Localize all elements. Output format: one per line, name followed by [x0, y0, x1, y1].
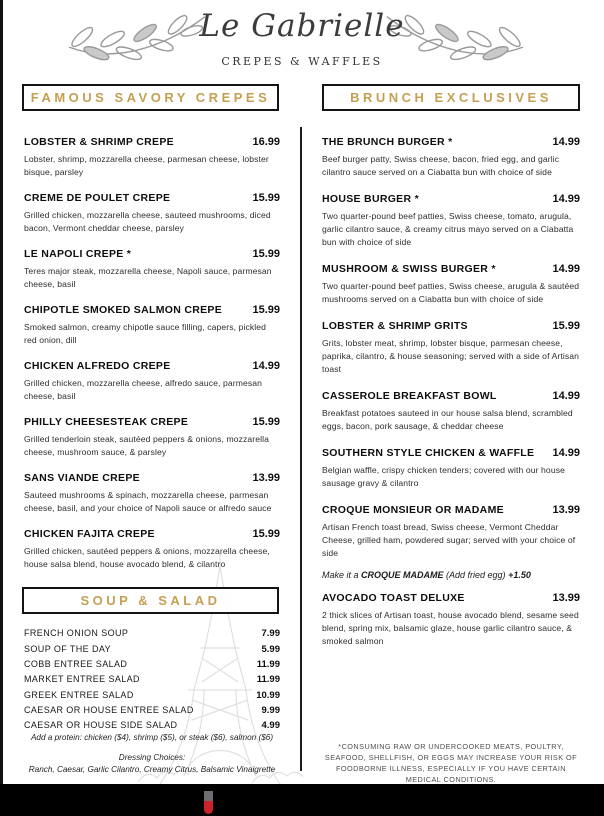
item-description: Breakfast potatoes sauteed in our house salsa blend, scrambled eggs, bacon, pork sausage, & cheddar cheese [322, 408, 573, 431]
menu-item [24, 248, 280, 291]
item-name: CHIPOTLE SMOKED SALMON CREPE [24, 304, 222, 316]
menu-item [24, 472, 280, 515]
item-name: CROQUE MONSIEUR OR MADAME [322, 504, 504, 516]
item-price: 14.99 [552, 193, 580, 205]
item-description: Beef burger patty, Swiss cheese, bacon, fried egg, and garlic cilantro sauce served on a Ciabatta bun with choice of side [322, 154, 560, 177]
item-name: SOUP OF THE DAY [24, 643, 112, 654]
item-name: CREME DE POULET CREPE [24, 192, 171, 204]
section-header-famous-savory-crepes: FAMOUS SAVORY CREPES [22, 84, 279, 111]
note-prefix: Make it a [322, 570, 362, 580]
list-item [24, 703, 280, 718]
consumption-disclaimer: *CONSUMING RAW OR UNDERCOOKED MEATS, POULTRY, SEAFOOD, SHELLFISH, OR EGGS MAY INCREASE YOUR RISK OF FOODBORNE ILLNESS, ESPECIALLY IF YOU HAVE CERTAIN MEDICAL CONDITIONS. [324, 742, 578, 784]
item-price: 15.99 [552, 320, 580, 332]
item-description: Two quarter-pound beef patties, Swiss cheese, tomato, arugula, garlic cilantro sauce, & creamy citrus mayo served on a Ciabatta bun with choice of side [322, 211, 574, 247]
item-name: CASSEROLE BREAKFAST BOWL [322, 390, 497, 402]
item-description: Grits, lobster meat, shrimp, lobster bisque, parmesan cheese, paprika, cilantro, & house seasoning; served with a side of Artisan toast [322, 338, 580, 374]
item-name: PHILLY CHEESESTEAK CREPE [24, 416, 189, 428]
item-price: 15.99 [252, 304, 280, 316]
item-price: 14.99 [552, 263, 580, 275]
menu-item [322, 504, 580, 560]
menu-item [24, 416, 280, 459]
item-price: 13.99 [552, 504, 580, 516]
pin-bottom-shape [204, 801, 213, 814]
item-name: COBB ENTREE SALAD [24, 658, 128, 669]
item-price: 14.99 [552, 390, 580, 402]
list-item [24, 672, 280, 687]
list-item [24, 641, 280, 656]
menu-item [322, 193, 580, 249]
item-description: Teres major steak, mozzarella cheese, Napoli sauce, parmesan cheese, basil [24, 266, 272, 289]
item-name: LOBSTER & SHRIMP CREPE [24, 136, 174, 148]
dressing-choices-list: Ranch, Caesar, Garlic Cilantro, Creamy Citrus, Balsamic Vinaigrette [28, 765, 276, 774]
item-price: 11.99 [256, 674, 280, 686]
item-name: SOUTHERN STYLE CHICKEN & WAFFLE [322, 447, 535, 459]
item-price: 9.99 [261, 705, 280, 717]
item-name: AVOCADO TOAST DELUXE [322, 592, 465, 604]
item-price: 15.99 [252, 248, 280, 260]
item-name: GREEK ENTREE SALAD [24, 689, 134, 700]
item-name: CHICKEN FAJITA CREPE [24, 528, 155, 540]
brand-logo: Le Gabrielle [199, 8, 405, 44]
item-price: 11.99 [256, 658, 280, 670]
menu-item [322, 390, 580, 433]
item-name: HOUSE BURGER * [322, 193, 419, 205]
note-middle: (Add fried egg) [443, 570, 509, 580]
bottom-bar [0, 784, 604, 816]
item-price: 15.99 [252, 192, 280, 204]
item-description: 2 thick slices of Artisan toast, house avocado blend, sesame seed blend, spring mix, balsamic glaze, house garlic cilantro sauce, & smoked salmon [322, 610, 579, 646]
menu-item [24, 192, 280, 235]
item-description: Sauteed mushrooms & spinach, mozzarella cheese, parmesan cheese, basil, and your choice of Napoli sauce or alfredo sauce [24, 490, 272, 513]
item-name: MARKET ENTREE SALAD [24, 674, 140, 685]
list-item [24, 718, 280, 733]
item-price: 15.99 [252, 416, 280, 428]
list-item [24, 626, 280, 641]
item-price: 4.99 [261, 720, 280, 732]
item-price: 14.99 [252, 360, 280, 372]
menu-item [322, 447, 580, 490]
list-item [24, 657, 280, 672]
item-name: SANS VIANDE CREPE [24, 472, 140, 484]
list-item [24, 688, 280, 703]
pin-top-shape [204, 791, 213, 801]
item-name: MUSHROOM & SWISS BURGER * [322, 263, 496, 275]
menu-item [322, 263, 580, 306]
item-price: 10.99 [256, 689, 280, 701]
note-bold: CROQUE MADAME [361, 570, 444, 580]
item-price: 15.99 [252, 528, 280, 540]
item-name: CHICKEN ALFREDO CREPE [24, 360, 171, 372]
item-name: CAESAR OR HOUSE ENTREE SALAD [24, 705, 194, 716]
item-description: Belgian waffle, crispy chicken tenders; covered with our house sausage gravy & cilantro [322, 465, 565, 488]
item-description: Two quarter-pound beef patties, Swiss cheese, arugula & sautéed mushrooms served on a Ciabatta bun with choice of side [322, 281, 580, 304]
crepes-list [24, 128, 280, 584]
croque-madame-note [322, 570, 580, 580]
item-price: 13.99 [552, 592, 580, 604]
menu-item [322, 136, 580, 179]
item-description: Artisan French toast bread, Swiss cheese, Vermont Cheddar Cheese, grilled ham, powdered sugar; served with your choice of side [322, 522, 576, 558]
menu-item [322, 320, 580, 376]
item-name: LOBSTER & SHRIMP GRITS [322, 320, 468, 332]
item-price: 14.99 [552, 447, 580, 459]
note-price: +1.50 [508, 570, 531, 580]
menu-item [24, 304, 280, 347]
item-name: LE NAPOLI CREPE * [24, 248, 132, 260]
item-price: 16.99 [252, 136, 280, 148]
item-description: Grilled chicken, mozzarella cheese, alfredo sauce, parmesan cheese, basil [24, 378, 263, 401]
section-header-soup-salad: SOUP & SALAD [22, 587, 279, 614]
menu-item [322, 592, 580, 648]
brand-tagline: CREPES & WAFFLES [221, 55, 383, 68]
item-description: Lobster, shrimp, mozzarella cheese, parmesan cheese, lobster bisque, parsley [24, 154, 269, 177]
item-name: CAESAR OR HOUSE SIDE SALAD [24, 720, 178, 731]
menu-item [24, 360, 280, 403]
section-header-brunch-exclusives: BRUNCH EXCLUSIVES [322, 84, 580, 111]
item-price: 13.99 [252, 472, 280, 484]
brunch-list [322, 128, 580, 662]
item-price: 7.99 [261, 628, 280, 640]
soup-salad-list [24, 626, 280, 734]
left-border [0, 0, 3, 816]
item-name: FRENCH ONION SOUP [24, 628, 129, 639]
item-description: Grilled chicken, sautéed peppers & onions, mozzarella cheese, house salsa blend, house avocado blend, & cilantro [24, 546, 270, 569]
menu-item [24, 528, 280, 571]
dressing-choices-title: Dressing Choices: [118, 753, 186, 762]
item-description: Smoked salmon, creamy chipotle sauce filling, capers, pickled red onion, dill [24, 322, 267, 345]
column-divider [300, 127, 302, 771]
item-description: Grilled chicken, mozzarella cheese, sauteed mushrooms, diced bacon, Vermont cheddar cheese, parsley [24, 210, 271, 233]
item-description: Grilled tenderloin steak, sautéed peppers & onions, mozzarella cheese, mushroom sauce, & parsley [24, 434, 270, 457]
item-price: 5.99 [261, 643, 280, 655]
item-name: THE BRUNCH BURGER * [322, 136, 453, 148]
protein-note: Add a protein: chicken ($4), shrimp ($5), or steak ($6), salmon ($6) [30, 733, 274, 742]
item-price: 14.99 [552, 136, 580, 148]
location-pin-icon [204, 791, 213, 814]
menu-item [24, 136, 280, 179]
